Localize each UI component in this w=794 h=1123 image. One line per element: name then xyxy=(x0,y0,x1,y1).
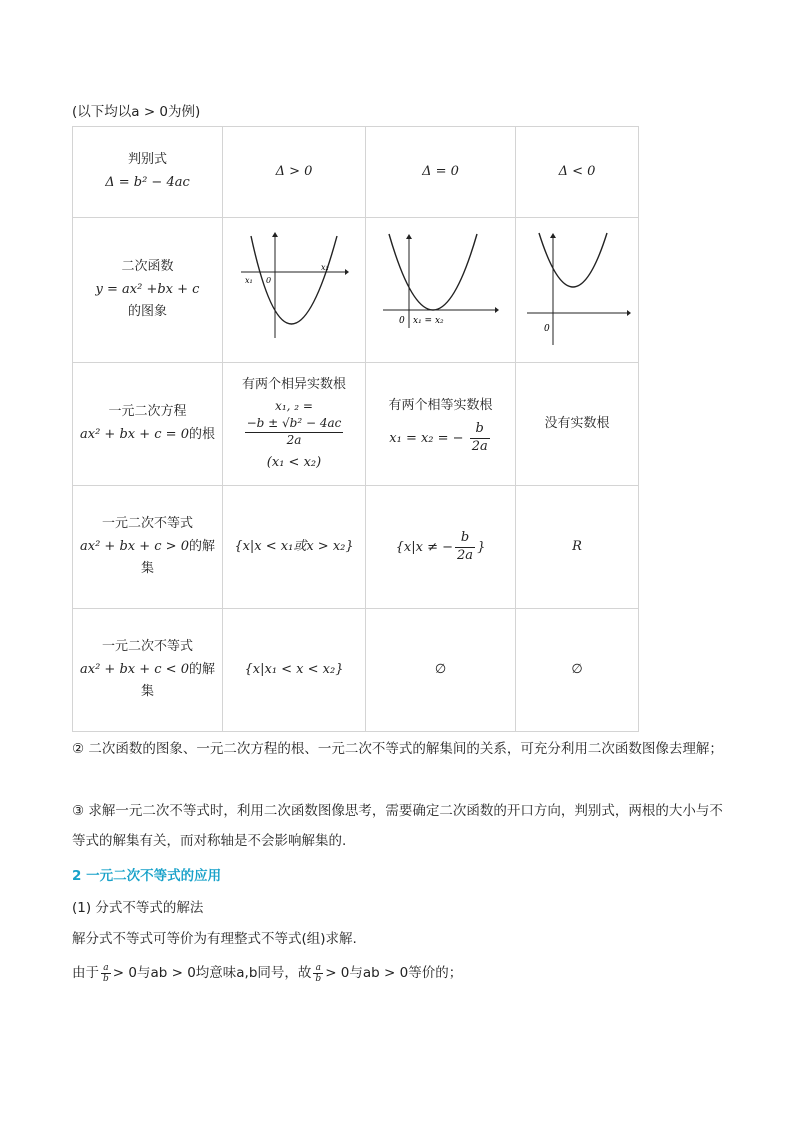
lt-solution-one-root: ∅ xyxy=(366,609,516,732)
paragraph-equivalence xyxy=(72,958,732,988)
fraction-denominator: b xyxy=(103,973,109,984)
row-label-discriminant xyxy=(73,127,223,218)
row-label-inequality-lt xyxy=(73,609,223,732)
gt-solution-one-root xyxy=(366,486,516,609)
equal-root-lhs: x₁ = x₂ = − xyxy=(389,430,464,446)
table-row xyxy=(73,486,639,609)
fraction-a-over-b xyxy=(101,963,111,984)
table-row xyxy=(73,363,639,486)
paragraph-solving-tips: ③ 求解一元二次不等式时，利用二次函数图像思考，需要确定二次函数的开口方向，判别式，两根的大小与不等式的解集有关，而对称轴是不会影响解集的. xyxy=(72,803,723,849)
x-axis-arrow xyxy=(345,269,349,275)
label-line: 一元二次方程 xyxy=(108,404,187,420)
label-inequality: ax² + bx + c < 0 xyxy=(80,661,189,677)
paragraph-fraction-method: 解分式不等式可等价为有理整式不等式(组)求解. xyxy=(72,931,357,947)
fraction-numerator: a xyxy=(313,963,323,974)
graph-cell-no-root xyxy=(516,218,639,363)
parabola-curve xyxy=(251,236,337,324)
label-suffix: 的解 xyxy=(188,661,215,677)
quadratic-formula xyxy=(245,416,344,448)
fraction-numerator: b xyxy=(455,530,475,548)
label-title: 判别式 xyxy=(127,152,167,168)
label-suffix: 的根 xyxy=(188,427,215,442)
parabola-two-roots-graph xyxy=(239,232,349,342)
roots-equal-cell xyxy=(366,363,516,486)
set-fraction xyxy=(455,530,475,565)
paragraph-relationship: ② 二次函数的图象、一元二次方程的根、一元二次不等式的解集间的关系，可充分利用二次函数图像去理解； xyxy=(72,741,723,757)
parabola-curve xyxy=(389,234,477,310)
graph-cell-one-root xyxy=(366,218,516,363)
label-line: 集 xyxy=(140,561,154,577)
formula-denominator: 2a xyxy=(286,432,302,447)
x-axis-arrow xyxy=(495,307,499,313)
fraction-denominator: 2a xyxy=(457,547,474,563)
y-axis-arrow xyxy=(550,233,556,238)
x-axis-arrow xyxy=(627,310,631,316)
label-suffix: 的解 xyxy=(188,538,215,554)
root-order-note: (x₁ < x₂) xyxy=(266,454,322,470)
row-label-function xyxy=(73,218,223,363)
table-row xyxy=(73,609,639,732)
root-x1-label: x₁ xyxy=(245,276,253,286)
label-line: 二次函数 xyxy=(121,258,174,274)
distinct-roots-title: 有两个相异实数根 xyxy=(241,376,346,392)
root-formula-lhs: x₁, ₂ = xyxy=(275,399,313,414)
label-formula: Δ = b² − 4ac xyxy=(105,175,190,190)
table-row xyxy=(73,127,639,218)
label-equation: ax² + bx + c = 0 xyxy=(80,427,189,442)
equal-roots-title: 有两个相等实数根 xyxy=(388,398,493,414)
label-line: 一元二次不等式 xyxy=(101,638,193,654)
formula-numerator: −b ± √b² − 4ac xyxy=(245,416,344,433)
roots-none-cell: 没有实数根 xyxy=(516,363,639,486)
parabola-no-root-graph xyxy=(521,227,633,347)
origin-label: 0 xyxy=(544,324,550,335)
subsection-title: (1) 分式不等式的解法 xyxy=(72,900,204,916)
fraction-denominator: 2a xyxy=(471,438,488,454)
parabola-one-root-graph xyxy=(381,232,501,342)
col-header-negative: Δ < 0 xyxy=(516,127,639,218)
equal-root-fraction xyxy=(470,421,490,456)
origin-label: 0 xyxy=(266,276,272,286)
double-root-label: x₁ = x₂ xyxy=(412,316,444,327)
set-prefix: {x|x ≠ − xyxy=(395,539,454,555)
gt-solution-two-roots: {x|x < x₁或x > x₂} xyxy=(223,486,366,609)
text-part: > 0与ab > 0等价的； xyxy=(325,965,463,981)
set-suffix: } xyxy=(477,539,486,555)
lt-solution-no-root: ∅ xyxy=(516,609,639,732)
lt-solution-two-roots: {x|x₁ < x < x₂} xyxy=(223,609,366,732)
fraction-numerator: a xyxy=(101,963,111,974)
label-line: 的图象 xyxy=(127,304,167,320)
label-line: 集 xyxy=(140,684,154,700)
intro-note: (以下均以a > 0为例) xyxy=(72,104,201,120)
origin-label: 0 xyxy=(398,316,405,327)
root-x2-label: x₂ xyxy=(321,263,329,273)
gt-solution-no-root: R xyxy=(516,486,639,609)
fraction-a-over-b xyxy=(313,963,323,984)
roots-distinct-cell xyxy=(223,363,366,486)
label-line: 一元二次不等式 xyxy=(101,515,193,531)
quadratic-comparison-table xyxy=(72,126,639,732)
row-label-equation xyxy=(73,363,223,486)
section-heading: 2 一元二次不等式的应用 xyxy=(72,868,222,884)
label-line: y = ax² +bx + c xyxy=(95,281,200,297)
y-axis-arrow xyxy=(406,234,412,239)
parabola-curve xyxy=(539,233,607,287)
fraction-denominator: b xyxy=(315,973,322,984)
table-row xyxy=(73,218,639,363)
graph-cell-two-roots xyxy=(223,218,366,363)
label-inequality: ax² + bx + c > 0 xyxy=(80,538,189,554)
col-header-zero: Δ = 0 xyxy=(366,127,516,218)
text-part: 由于 xyxy=(72,965,99,981)
text-part: > 0与ab > 0均意味a,b同号，故 xyxy=(112,965,312,981)
fraction-numerator: b xyxy=(470,421,490,439)
y-axis-arrow xyxy=(272,232,278,237)
row-label-inequality-gt xyxy=(73,486,223,609)
col-header-positive: Δ > 0 xyxy=(223,127,366,218)
